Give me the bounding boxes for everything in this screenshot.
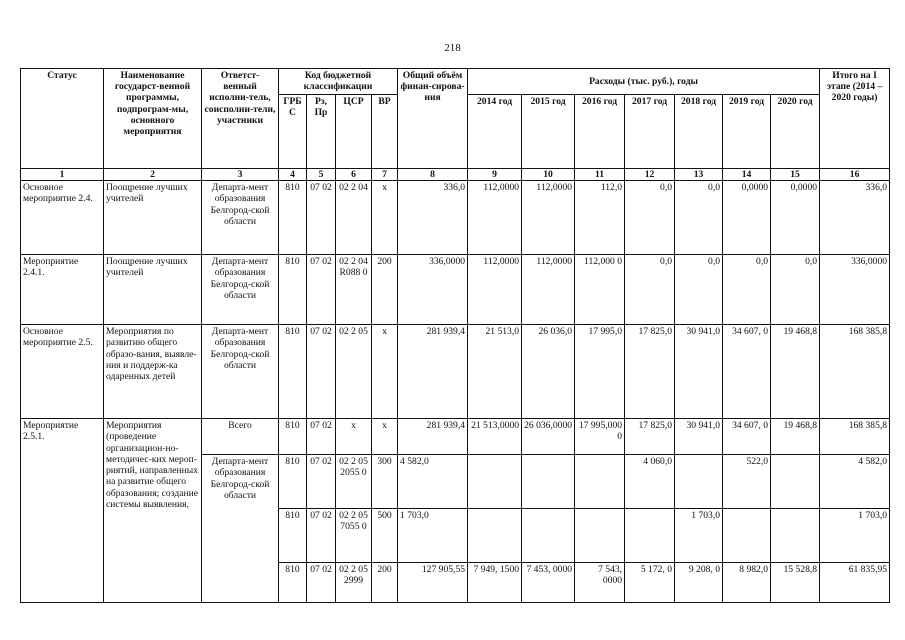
row-2014: 21 513,0	[468, 325, 522, 419]
row-csr: х	[336, 419, 372, 455]
row-2015: 112,0000	[522, 181, 575, 255]
row-vr: 200	[372, 255, 398, 325]
row-responsible: Департа-мент образования Белгород-ской области	[202, 455, 279, 603]
row-name: Поощрение лучших учителей	[104, 181, 202, 255]
row-grbs: 810	[279, 509, 307, 563]
row-csr: 02 2 05 7055 0	[336, 509, 372, 563]
row-rzpr: 07 02	[307, 255, 336, 325]
column-number: 14	[723, 169, 771, 181]
row-2016: 7 543, 0000	[575, 563, 625, 603]
row-2018	[675, 455, 723, 509]
header-year-2014: 2014 год	[468, 95, 522, 169]
row-total: 127 905,55	[398, 563, 468, 603]
row-total: 281 939,4	[398, 325, 468, 419]
row-grbs: 810	[279, 563, 307, 603]
header-itogo: Итого на I этапе (2014 – 2020 годы)	[820, 69, 890, 169]
row-2018: 0,0	[675, 255, 723, 325]
column-number: 6	[336, 169, 372, 181]
row-2015: 112,0000	[522, 255, 575, 325]
row-itogo: 4 582,0	[820, 455, 890, 509]
row-2016: 17 995,0	[575, 325, 625, 419]
header-status: Статус	[21, 69, 104, 169]
header-year-2016: 2016 год	[575, 95, 625, 169]
row-2018: 0,0	[675, 181, 723, 255]
row-rzpr: 07 02	[307, 563, 336, 603]
header-year-2019: 2019 год	[723, 95, 771, 169]
row-2016: 112,0	[575, 181, 625, 255]
row-grbs: 810	[279, 325, 307, 419]
row-rzpr: 07 02	[307, 181, 336, 255]
header-rzpr: Рз, Пр	[307, 95, 336, 169]
row-total: 281 939,4	[398, 419, 468, 455]
row-2020	[771, 509, 820, 563]
header-year-2015: 2015 год	[522, 95, 575, 169]
column-number: 3	[202, 169, 279, 181]
row-2019: 0,0	[723, 255, 771, 325]
row-2015	[522, 455, 575, 509]
header-expenses: Расходы (тыс. руб.), годы	[468, 69, 820, 95]
row-2014: 21 513,0000	[468, 419, 522, 455]
row-itogo: 168 385,8	[820, 419, 890, 455]
row-2014: 112,0000	[468, 255, 522, 325]
row-total: 4 582,0	[398, 455, 468, 509]
row-total: 336,0	[398, 181, 468, 255]
row-2015: 26 036,0	[522, 325, 575, 419]
row-2018: 9 208, 0	[675, 563, 723, 603]
row-2017	[625, 509, 675, 563]
row-2020: 0,0	[771, 255, 820, 325]
row-vr: х	[372, 181, 398, 255]
row-name: Поощрение лучших учителей	[104, 255, 202, 325]
row-2019: 8 982,0	[723, 563, 771, 603]
row-2019	[723, 509, 771, 563]
page-number: 218	[444, 42, 461, 54]
column-number: 15	[771, 169, 820, 181]
header-budget-code: Код бюджетной классификации	[279, 69, 398, 95]
row-status: Мероприятие 2.4.1.	[21, 255, 104, 325]
row-2020: 19 468,8	[771, 419, 820, 455]
column-number-row	[21, 169, 890, 181]
row-2014	[468, 455, 522, 509]
column-number: 10	[522, 169, 575, 181]
row-2020: 19 468,8	[771, 325, 820, 419]
row-status: Основное мероприятие 2.4.	[21, 181, 104, 255]
row-itogo: 61 835,95	[820, 563, 890, 603]
row-csr: 02 2 04	[336, 181, 372, 255]
row-2016: 112,000 0	[575, 255, 625, 325]
column-number: 5	[307, 169, 336, 181]
row-name: Мероприятия по развитию общего образо-вания, выявле-ния и поддерж-ка одаренных детей	[104, 325, 202, 419]
row-responsible: Департа-мент образования Белгород-ской области	[202, 255, 279, 325]
budget-table	[20, 68, 890, 603]
row-2016	[575, 509, 625, 563]
row-2017: 0,0	[625, 255, 675, 325]
row-2014: 7 949, 1500	[468, 563, 522, 603]
row-2017: 0,0	[625, 181, 675, 255]
row-grbs: 810	[279, 255, 307, 325]
row-2019: 34 607, 0	[723, 325, 771, 419]
header-csr: ЦСР	[336, 95, 372, 169]
row-grbs: 810	[279, 181, 307, 255]
row-responsible: Департа-мент образования Белгород-ской области	[202, 325, 279, 419]
row-2020	[771, 455, 820, 509]
row-2015	[522, 509, 575, 563]
row-csr: 02 2 04 R088 0	[336, 255, 372, 325]
column-number: 12	[625, 169, 675, 181]
row-rzpr: 07 02	[307, 325, 336, 419]
row-csr: 02 2 05 2999	[336, 563, 372, 603]
row-itogo: 336,0	[820, 181, 890, 255]
row-rzpr: 07 02	[307, 455, 336, 509]
header-year-2018: 2018 год	[675, 95, 723, 169]
row-vr: 200	[372, 563, 398, 603]
row-vr: х	[372, 419, 398, 455]
row-csr: 02 2 05	[336, 325, 372, 419]
row-2020: 15 528,8	[771, 563, 820, 603]
row-name: Мероприятия (проведение организацион-но-методичес-ких мероп-риятий, направленных на развитие общего образования; создание системы выявления,	[104, 419, 202, 603]
column-number: 8	[398, 169, 468, 181]
row-2018: 30 941,0	[675, 325, 723, 419]
column-number: 9	[468, 169, 522, 181]
column-number: 4	[279, 169, 307, 181]
row-2018: 30 941,0	[675, 419, 723, 455]
row-status: Мероприятие 2.5.1.	[21, 419, 104, 603]
row-vr: 500	[372, 509, 398, 563]
row-responsible: Департа-мент образования Белгород-ской области	[202, 181, 279, 255]
table-row	[21, 325, 890, 419]
header-grbs: ГРБ С	[279, 95, 307, 169]
row-2017: 17 825,0	[625, 325, 675, 419]
row-2020: 0,0000	[771, 181, 820, 255]
row-itogo: 336,0000	[820, 255, 890, 325]
header-responsible: Ответст-венный исполни-тель, соисполни-тели, участники	[202, 69, 279, 169]
row-rzpr: 07 02	[307, 509, 336, 563]
table-row	[21, 419, 890, 455]
row-vr: х	[372, 325, 398, 419]
header-vr: ВР	[372, 95, 398, 169]
row-2015: 7 453, 0000	[522, 563, 575, 603]
row-2019: 34 607, 0	[723, 419, 771, 455]
row-2019: 0,0000	[723, 181, 771, 255]
row-2017: 17 825,0	[625, 419, 675, 455]
row-itogo: 1 703,0	[820, 509, 890, 563]
row-2014	[468, 509, 522, 563]
table-row	[21, 181, 890, 255]
header-year-2020: 2020 год	[771, 95, 820, 169]
column-number: 1	[21, 169, 104, 181]
row-total: 1 703,0	[398, 509, 468, 563]
header-program-name: Наименование государст-венной программы, подпрограм-мы, основного мероприятия	[104, 69, 202, 169]
column-number: 7	[372, 169, 398, 181]
row-2019: 522,0	[723, 455, 771, 509]
row-responsible-total: Всего	[202, 419, 279, 455]
row-2017: 4 060,0	[625, 455, 675, 509]
row-status: Основное мероприятие 2.5.	[21, 325, 104, 419]
column-number: 16	[820, 169, 890, 181]
row-total: 336,0000	[398, 255, 468, 325]
row-rzpr: 07 02	[307, 419, 336, 455]
row-grbs: 810	[279, 455, 307, 509]
row-2014: 112,0000	[468, 181, 522, 255]
row-csr: 02 2 05 2055 0	[336, 455, 372, 509]
row-2017: 5 172, 0	[625, 563, 675, 603]
row-itogo: 168 385,8	[820, 325, 890, 419]
row-vr: 300	[372, 455, 398, 509]
row-2016	[575, 455, 625, 509]
row-2018: 1 703,0	[675, 509, 723, 563]
header-year-2017: 2017 год	[625, 95, 675, 169]
row-2015: 26 036,0000	[522, 419, 575, 455]
row-grbs: 810	[279, 419, 307, 455]
row-2016: 17 995,000 0	[575, 419, 625, 455]
table-row	[21, 255, 890, 325]
column-number: 2	[104, 169, 202, 181]
column-number: 13	[675, 169, 723, 181]
header-total-financing: Общий объём финан-сирова-ния	[398, 69, 468, 169]
column-number: 11	[575, 169, 625, 181]
